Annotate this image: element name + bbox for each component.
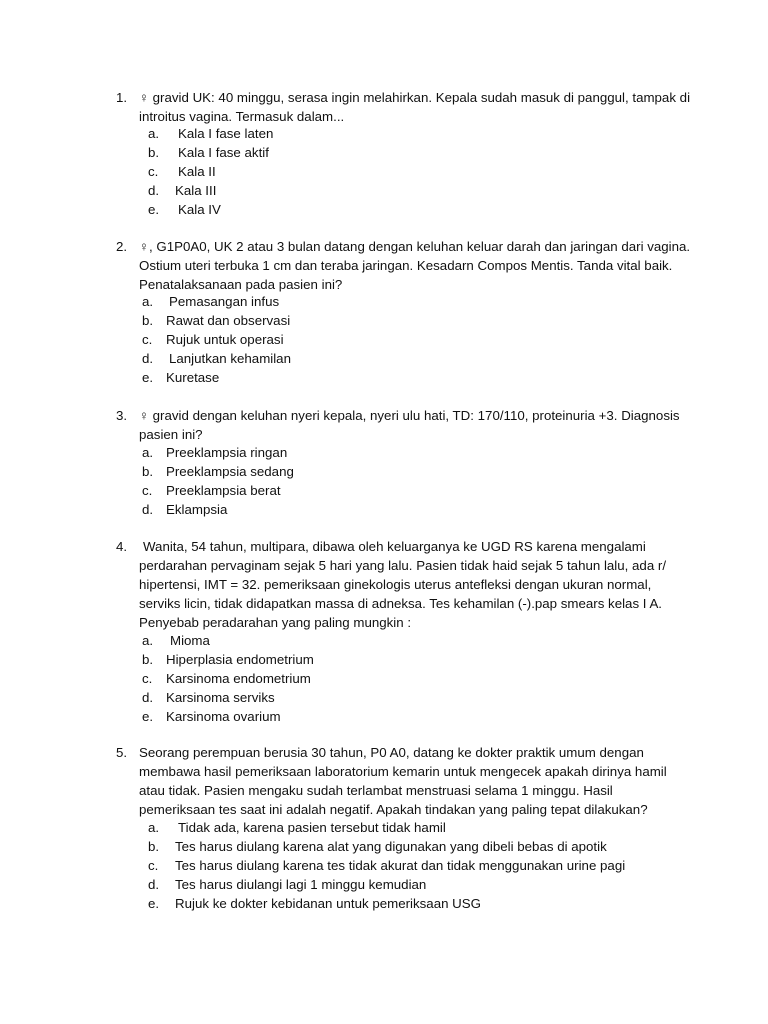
option-text: Kala III	[175, 183, 217, 198]
question-line: Penyebab peradarahan yang paling mungkin :	[139, 615, 412, 630]
question-line: ♀ gravid UK: 40 minggu, serasa ingin melahirkan. Kepala sudah masuk di panggul, tampak di	[139, 90, 691, 105]
option-letter: e.	[148, 896, 160, 911]
option-text: Tidak ada, karena pasien tersebut tidak hamil	[178, 820, 446, 835]
option-letter: c.	[148, 858, 159, 873]
question-stem	[139, 743, 679, 819]
answer-option-b[interactable]	[0, 650, 768, 669]
answer-option-d[interactable]	[0, 500, 768, 519]
question-line: serviks licin, tidak didapatkan massa di adneksa. Tes kehamilan (-).pap smears kelas I A.	[139, 596, 663, 611]
question-line: pemeriksaan tes saat ini adalah negatif. Apakah tindakan yang paling tepat dilakukan?	[139, 802, 648, 817]
option-text: Kala I fase laten	[178, 126, 274, 141]
option-letter: d.	[142, 690, 154, 705]
option-text: Karsinoma serviks	[166, 690, 275, 705]
question-stem	[139, 537, 679, 632]
option-letter: e.	[142, 370, 154, 385]
option-letter: d.	[148, 183, 160, 198]
answer-option-d[interactable]	[0, 349, 768, 368]
option-letter: a.	[142, 633, 154, 648]
question-line: Seorang perempuan berusia 30 tahun, P0 A0, datang ke dokter praktik umum dengan	[139, 745, 644, 760]
answer-option-e[interactable]	[0, 368, 768, 387]
option-text: Preeklampsia sedang	[166, 464, 294, 479]
option-text: Tes harus diulang karena alat yang digunakan yang dibeli bebas di apotik	[175, 839, 607, 854]
answer-option-b[interactable]	[0, 462, 768, 481]
option-text: Karsinoma endometrium	[166, 671, 311, 686]
option-text: Rawat dan observasi	[166, 313, 291, 328]
option-letter: c.	[142, 483, 153, 498]
question-line: ♀ gravid dengan keluhan nyeri kepala, nyeri ulu hati, TD: 170/110, proteinuria +3. Diagnosis	[139, 408, 680, 423]
question-line: pasien ini?	[139, 427, 203, 442]
option-letter: d.	[142, 502, 154, 517]
question-line: ♀, G1P0A0, UK 2 atau 3 bulan datang dengan keluhan keluar darah dan jaringan dari vagina.	[139, 239, 691, 254]
option-text: Kala II	[178, 164, 216, 179]
question-line: Wanita, 54 tahun, multipara, dibawa oleh keluarganya ke UGD RS karena mengalami	[143, 539, 646, 554]
option-letter: c.	[142, 671, 153, 686]
question-number: 3.	[116, 408, 128, 423]
question-number: 5.	[116, 745, 128, 760]
question-line: atau tidak. Pasien mengaku sudah terlambat menstruasi selama 1 minggu. Hasil	[139, 783, 613, 798]
question-line: hipertensi, IMT = 32. pemeriksaan ginekologis uterus antefleksi dengan ukuran normal,	[139, 577, 652, 592]
question-number: 2.	[116, 239, 128, 254]
answer-option-e[interactable]	[0, 200, 768, 219]
option-text: Lanjutkan kehamilan	[169, 351, 291, 366]
option-text: Karsinoma ovarium	[166, 709, 281, 724]
question-line: Penatalaksanaan pada pasien ini?	[139, 277, 343, 292]
option-letter: a.	[148, 126, 160, 141]
option-text: Tes harus diulang karena tes tidak akurat dan tidak menggunakan urine pagi	[175, 858, 626, 873]
answer-option-b[interactable]	[0, 837, 768, 856]
answer-option-c[interactable]	[0, 856, 768, 875]
option-letter: d.	[148, 877, 160, 892]
answer-option-c[interactable]	[0, 330, 768, 349]
answer-option-e[interactable]	[0, 894, 768, 913]
answer-option-a[interactable]	[0, 631, 768, 650]
option-letter: b.	[142, 464, 154, 479]
option-letter: e.	[142, 709, 154, 724]
option-letter: a.	[148, 820, 160, 835]
answer-option-d[interactable]	[0, 181, 768, 200]
answer-option-c[interactable]	[0, 481, 768, 500]
question-stem	[139, 237, 691, 294]
answer-option-b[interactable]	[0, 311, 768, 330]
answer-option-a[interactable]	[0, 124, 768, 143]
option-text: Hiperplasia endometrium	[166, 652, 314, 667]
question-number: 1.	[116, 90, 128, 105]
question-line: introitus vagina. Termasuk dalam...	[139, 109, 345, 124]
option-text: Preeklampsia berat	[166, 483, 281, 498]
question-number: 4.	[116, 539, 128, 554]
option-text: Preeklampsia ringan	[166, 445, 288, 460]
option-text: Kuretase	[166, 370, 220, 385]
question-line: perdarahan pervaginam sejak 5 hari yang lalu. Pasien tidak haid sejak 5 tahun lalu, ada r/	[139, 558, 667, 573]
answer-option-b[interactable]	[0, 143, 768, 162]
option-text: Tes harus diulangi lagi 1 minggu kemudian	[175, 877, 427, 892]
option-letter: d.	[142, 351, 154, 366]
question-stem	[139, 406, 679, 444]
option-letter: c.	[148, 164, 159, 179]
answer-option-c[interactable]	[0, 162, 768, 181]
question-stem	[139, 88, 691, 126]
option-letter: a.	[142, 294, 154, 309]
option-letter: b.	[148, 145, 160, 160]
option-letter: e.	[148, 202, 160, 217]
option-text: Rujuk ke dokter kebidanan untuk pemeriksaan USG	[175, 896, 481, 911]
option-text: Rujuk untuk operasi	[166, 332, 284, 347]
answer-option-d[interactable]	[0, 875, 768, 894]
option-letter: a.	[142, 445, 154, 460]
option-text: Kala IV	[178, 202, 221, 217]
option-text: Pemasangan infus	[169, 294, 280, 309]
question-line: Ostium uteri terbuka 1 cm dan teraba jaringan. Kesadarn Compos Mentis. Tanda vital baik.	[139, 258, 673, 273]
answer-option-e[interactable]	[0, 707, 768, 726]
answer-option-c[interactable]	[0, 669, 768, 688]
option-letter: b.	[148, 839, 160, 854]
option-letter: b.	[142, 652, 154, 667]
option-letter: c.	[142, 332, 153, 347]
option-text: Eklampsia	[166, 502, 228, 517]
answer-option-d[interactable]	[0, 688, 768, 707]
option-text: Mioma	[170, 633, 210, 648]
answer-option-a[interactable]	[0, 292, 768, 311]
question-line: membawa hasil pemeriksaan laboratorium kemarin untuk mengecek apakah dirinya hamil	[139, 764, 667, 779]
answer-option-a[interactable]	[0, 818, 768, 837]
option-letter: b.	[142, 313, 154, 328]
option-text: Kala I fase aktif	[178, 145, 269, 160]
answer-option-a[interactable]	[0, 443, 768, 462]
